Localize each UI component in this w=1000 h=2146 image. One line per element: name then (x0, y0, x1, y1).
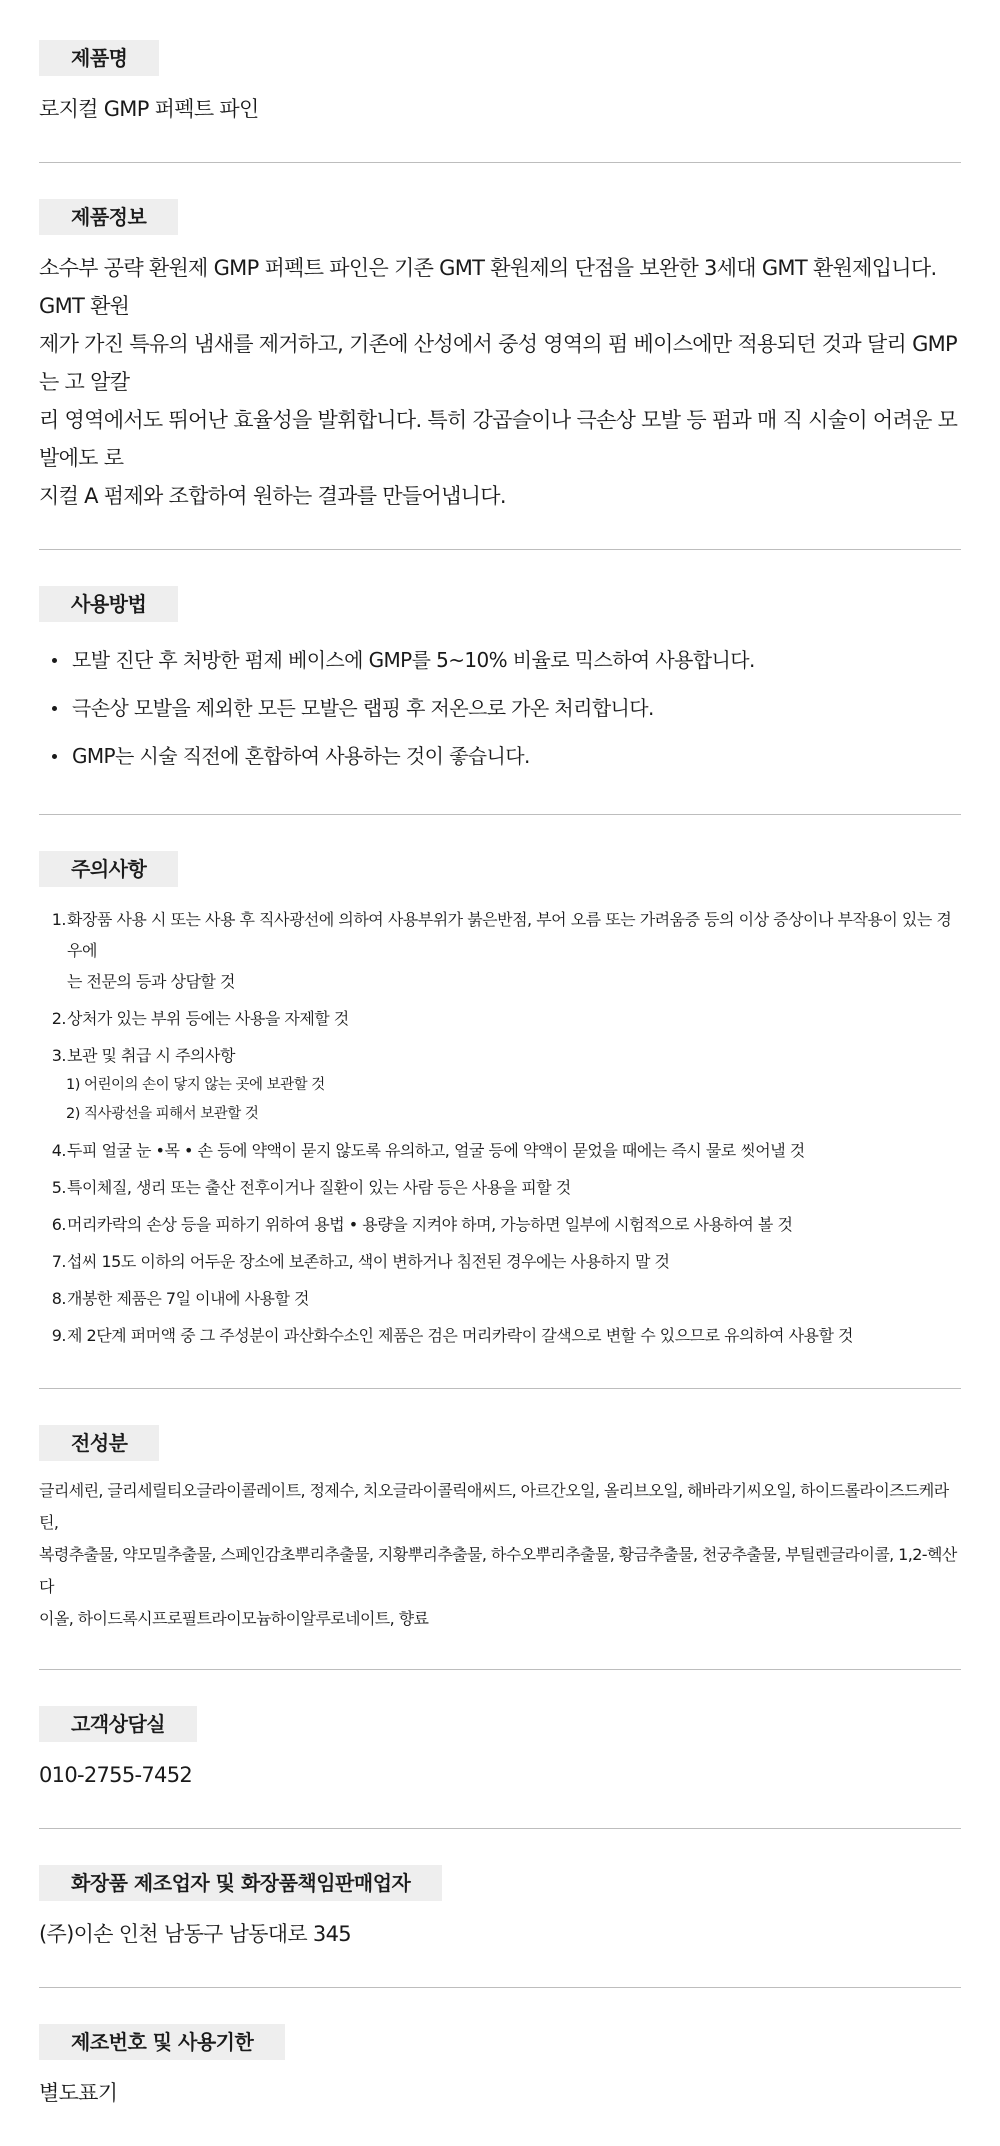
section-label: 제조번호 및 사용기한 (39, 2024, 285, 2060)
section-cautions (39, 814, 961, 1388)
section-product-name (39, 40, 961, 162)
caution-number: 5. (51, 1178, 66, 1197)
ingredients-line: 글리세린, 글리세릴티오글라이콜레이트, 정제수, 치오글라이콜릭애씨드, 아르간오일, 올리브오일, 해바라기씨오일, 하이드롤라이즈드케라틴, (39, 1481, 949, 1532)
caution-item (39, 901, 961, 1000)
section-lot-expiry (39, 1987, 961, 2146)
usage-item: 극손상 모발을 제외한 모든 모발은 랩핑 후 저온으로 가온 처리합니다. (39, 684, 961, 732)
section-ingredients (39, 1388, 961, 1669)
caution-item (39, 1243, 961, 1280)
caution-line: 는 전문의 등과 상담할 것 (67, 972, 235, 991)
section-usage (39, 549, 961, 814)
caution-number: 7. (51, 1252, 66, 1271)
product-info-line: 소수부 공략 환원제 GMP 퍼펙트 파인은 기존 GMT 환원제의 단점을 보완한 3세대 GMT 환원제입니다. GMT 환원 (39, 256, 937, 318)
ingredients-text (39, 1475, 961, 1635)
usage-list (39, 636, 961, 780)
caution-text (66, 904, 961, 997)
caution-item (39, 1206, 961, 1243)
caution-text: 머리카락의 손상 등을 피하기 위하여 용법 • 용량을 지켜야 하며, 가능하면 일부에 시험적으로 사용하여 볼 것 (67, 1215, 793, 1234)
caution-text: 특이체질, 생리 또는 출산 전후이거나 질환이 있는 사람 등은 사용을 피할 것 (67, 1178, 571, 1197)
caution-list (39, 901, 961, 1354)
ingredients-line: 복령추출물, 약모밀추출물, 스페인감초뿌리추출물, 지황뿌리추출물, 하수오뿌리추출물, 황금추출물, 천궁추출물, 부틸렌글라이콜, 1,2-헥산다 (39, 1545, 957, 1596)
caution-item (39, 1132, 961, 1169)
section-label: 사용방법 (39, 586, 178, 622)
caution-number: 1. (51, 910, 66, 929)
section-product-info (39, 162, 961, 549)
caution-number: 3. (51, 1046, 66, 1065)
ingredients-line: 이올, 하이드록시프로필트라이모늄하이알루로네이트, 향료 (39, 1609, 429, 1628)
section-customer-center (39, 1669, 961, 1828)
caution-subitem: 1) 어린이의 손이 닿지 않는 곳에 보관할 것 (66, 1077, 325, 1093)
customer-center-phone: 010-2755-7452 (39, 1763, 193, 1787)
usage-item: 모발 진단 후 처방한 펌제 베이스에 GMP를 5~10% 비율로 믹스하여 사용합니다. (39, 636, 961, 684)
section-label: 주의사항 (39, 851, 178, 887)
product-info-text (39, 249, 961, 515)
caution-number: 2. (51, 1009, 66, 1028)
caution-subitem: 2) 직사광선을 피해서 보관할 것 (66, 1106, 259, 1122)
product-info-line: 제가 가진 특유의 냄새를 제거하고, 기존에 산성에서 중성 영역의 펌 베이스에만 적용되던 것과 달리 GMP는 고 알칼 (39, 332, 958, 394)
caution-number: 8. (51, 1289, 66, 1308)
caution-item (39, 1280, 961, 1317)
lot-expiry-value: 별도표기 (39, 2081, 118, 2105)
section-label: 전성분 (39, 1425, 159, 1461)
caution-text: 상처가 있는 부위 등에는 사용을 자제할 것 (67, 1009, 349, 1028)
section-label: 제품정보 (39, 199, 178, 235)
section-label: 제품명 (39, 40, 159, 76)
product-info-line: 지컬 A 펌제와 조합하여 원하는 결과를 만들어냅니다. (39, 484, 506, 508)
caution-number: 6. (51, 1215, 66, 1234)
caution-text: 두피 얼굴 눈 •목 • 손 등에 약액이 묻지 않도록 유의하고, 얼굴 등에 약액이 묻었을 때에는 즉시 물로 씻어낼 것 (67, 1141, 805, 1160)
section-label: 고객상담실 (39, 1706, 197, 1742)
caution-item (39, 1037, 961, 1132)
section-label: 화장품 제조업자 및 화장품책임판매업자 (39, 1865, 442, 1901)
usage-item: GMP는 시술 직전에 혼합하여 사용하는 것이 좋습니다. (39, 732, 961, 780)
section-manufacturer (39, 1828, 961, 1987)
caution-text: 제 2단계 퍼머액 중 그 주성분이 과산화수소인 제품은 검은 머리카락이 갈색으로 변할 수 있으므로 유의하여 사용할 것 (67, 1326, 853, 1345)
product-name-value: 로지컬 GMP 퍼펙트 파인 (39, 97, 259, 121)
caution-number: 9. (51, 1326, 66, 1345)
caution-text: 섭씨 15도 이하의 어두운 장소에 보존하고, 색이 변하거나 침전된 경우에는 사용하지 말 것 (67, 1252, 670, 1271)
caution-number: 4. (51, 1141, 66, 1160)
manufacturer-value: (주)이손 인천 남동구 남동대로 345 (39, 1922, 351, 1946)
caution-line: 화장품 사용 시 또는 사용 후 직사광선에 의하여 사용부위가 붉은반점, 부어 오름 또는 가려움증 등의 이상 증상이나 부작용이 있는 경우에 (67, 910, 952, 960)
caution-item (39, 1169, 961, 1206)
product-info-line: 리 영역에서도 뛰어난 효율성을 발휘합니다. 특히 강곱슬이나 극손상 모발 등 펌과 매 직 시술이 어려운 모발에도 로 (39, 408, 958, 470)
caution-text: 보관 및 취급 시 주의사항 (67, 1046, 235, 1065)
caution-item (39, 1317, 961, 1354)
caution-item (39, 1000, 961, 1037)
caution-text: 개봉한 제품은 7일 이내에 사용할 것 (67, 1289, 309, 1308)
